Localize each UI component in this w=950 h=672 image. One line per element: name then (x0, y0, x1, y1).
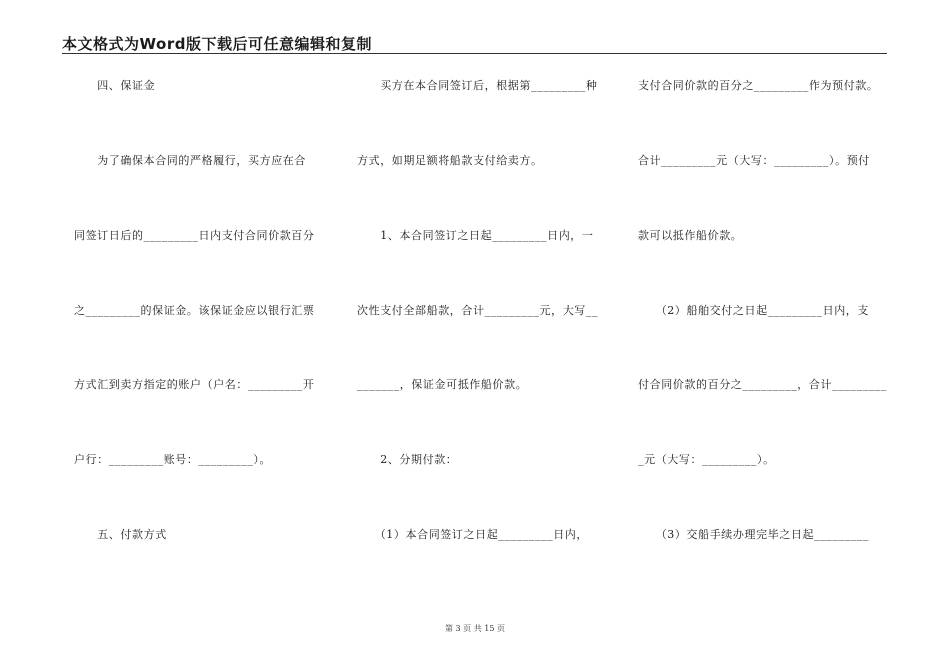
text-line: 同签订日后的_________日内支付合同价款百分 (74, 229, 315, 242)
text-line: （3）交船手续办理完毕之日起_________ (638, 528, 869, 541)
text-line: 为了确保本合同的严格履行，买方应在合 (74, 154, 306, 167)
text-line: （2）船舶交付之日起_________日内，支 (638, 304, 869, 317)
text-line: _元（大写：_________）。 (638, 453, 775, 466)
text-line: 1、本合同签订之日起_________日内，一 (357, 229, 594, 242)
text-line: 方式，如期足额将船款支付给卖方。 (357, 154, 543, 167)
text-line: 方式汇到卖方指定的账户（户名：_________开 (74, 378, 315, 391)
header-divider (62, 53, 887, 54)
text-line: _______，保证金可抵作船价款。 (357, 378, 528, 391)
text-line: 合计_________元（大写：_________）。预付 (638, 154, 870, 167)
document-header-title: 本文格式为Word版下载后可任意编辑和复制 (62, 35, 372, 53)
text-line: 款可以抵作船价款。 (638, 229, 743, 242)
text-line: 支付合同价款的百分之_________作为预付款。 (638, 79, 879, 92)
text-line: 四、保证金 (74, 79, 156, 92)
text-line: 买方在本合同签订后，根据第_________种 (357, 79, 598, 92)
text-line: （1）本合同签订之日起_________日内， (357, 528, 588, 541)
text-line: 户行：_________账号：_________）。 (74, 453, 272, 466)
page-number-footer: 第 3 页 共 15 页 (445, 624, 505, 633)
text-line: 之_________的保证金。该保证金应以银行汇票 (74, 304, 315, 317)
text-line: 付合同价款的百分之_________，合计_________ (638, 378, 887, 391)
text-line: 2、分期付款： (357, 453, 458, 466)
text-line: 五、付款方式 (74, 528, 167, 541)
text-line: 次性支付全部船款，合计_________元，大写__ (357, 304, 599, 317)
